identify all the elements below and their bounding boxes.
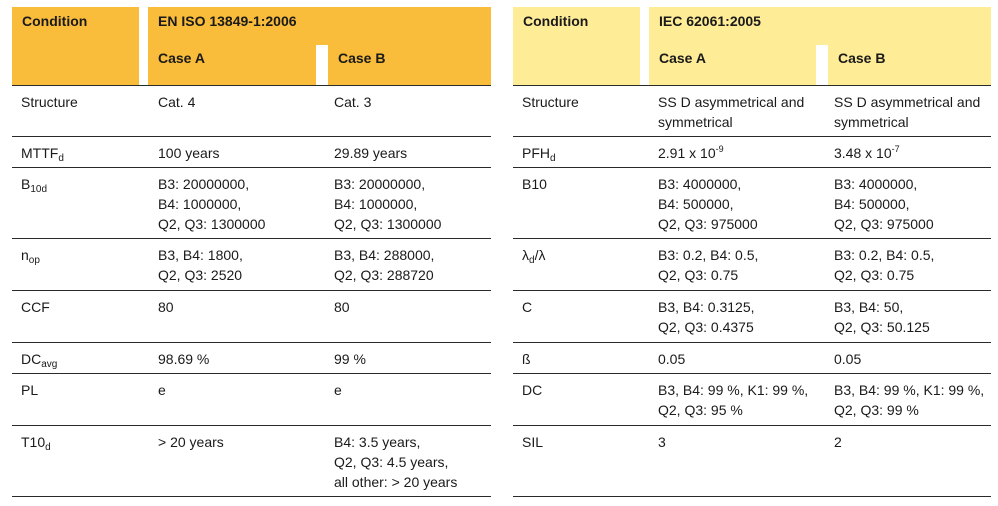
table-row xyxy=(12,343,491,374)
param-cell: $n_{op}$ xyxy=(21,247,40,266)
case-a-cell: B3, B4: 99 %, K1: 99 %, Q2, Q3: 95 % xyxy=(658,382,809,418)
table-row xyxy=(12,291,491,343)
table-row xyxy=(12,426,491,497)
case-a-cell: B3, B4: 1800, Q2, Q3: 2520 xyxy=(158,247,243,283)
header-standard xyxy=(148,7,491,45)
case-b-cell: 80 xyxy=(334,299,350,315)
table-header xyxy=(12,7,491,85)
header-case-a xyxy=(649,45,816,85)
case-b-cell: 0.05 xyxy=(834,351,862,367)
table-row xyxy=(513,291,991,343)
table-row xyxy=(513,168,991,239)
en-iso-13849-table xyxy=(12,7,491,497)
case-a-cell: SS D asymmetrical and symmetrical xyxy=(658,94,805,130)
table-row xyxy=(513,426,991,497)
table-row xyxy=(12,137,491,168)
case-a-cell: 2.91 x $10^{-9}$ xyxy=(658,144,724,161)
case-b-cell: 29.89 years xyxy=(334,145,408,161)
case-a-cell: 80 xyxy=(158,299,174,315)
param-cell: Structure xyxy=(21,94,78,110)
param-cell: $\lambda_d/\lambda$ xyxy=(522,247,546,266)
param-cell: SIL xyxy=(522,434,544,450)
condition-label: Condition xyxy=(523,13,589,29)
table-row xyxy=(513,374,991,426)
table-row xyxy=(513,85,991,137)
param-cell: $PFH_d$ xyxy=(522,145,556,164)
case-b-label: Case B xyxy=(338,50,386,66)
param-cell: $DC_{avg}$ xyxy=(21,351,58,370)
case-a-cell: e xyxy=(158,382,166,398)
header-case-a xyxy=(148,45,316,85)
case-a-cell: > 20 years xyxy=(158,434,224,450)
param-cell: PL xyxy=(21,382,39,398)
table-row xyxy=(12,374,491,426)
case-a-cell: 100 years xyxy=(158,145,220,161)
table-header xyxy=(513,7,991,85)
case-b-cell: B3: 20000000, B4: 1000000, Q2, Q3: 1300000 xyxy=(334,176,442,232)
iec-62061-table xyxy=(513,7,991,497)
param-cell: DC xyxy=(522,382,543,398)
table-row xyxy=(12,85,491,137)
case-a-cell: B3: 0.2, B4: 0.5, Q2, Q3: 0.75 xyxy=(658,247,759,283)
case-a-cell: Cat. 4 xyxy=(158,94,196,110)
case-b-cell: 3.48 x $10^{-7}$ xyxy=(834,144,900,161)
table-row xyxy=(513,137,991,168)
case-a-cell: B3: 20000000, B4: 1000000, Q2, Q3: 1300000 xyxy=(158,176,266,232)
standard-label: EN ISO 13849-1:2006 xyxy=(158,13,297,29)
param-cell: $B_{10d}$ xyxy=(21,176,48,195)
case-a-cell: 98.69 % xyxy=(158,351,210,367)
case-b-cell: B3: 0.2, B4: 0.5, Q2, Q3: 0.75 xyxy=(834,247,935,283)
table-row xyxy=(12,168,491,239)
header-condition xyxy=(12,7,139,85)
table-row xyxy=(513,343,991,374)
param-cell: CCF xyxy=(21,299,50,315)
param-cell: $T10_d$ xyxy=(21,434,51,453)
param-cell: C xyxy=(522,299,533,315)
case-b-cell: B3, B4: 288000, Q2, Q3: 288720 xyxy=(334,247,435,283)
case-b-cell: SS D asymmetrical and symmetrical xyxy=(834,94,981,130)
condition-label: Condition xyxy=(22,13,88,29)
case-b-cell: B3, B4: 50, Q2, Q3: 50.125 xyxy=(834,299,930,335)
header-case-b xyxy=(328,45,491,85)
case-b-cell: e xyxy=(334,382,342,398)
header-standard xyxy=(649,7,991,45)
header-case-b xyxy=(828,45,991,85)
case-b-cell: B3, B4: 99 %, K1: 99 %, Q2, Q3: 99 % xyxy=(834,382,985,418)
param-cell: B10 xyxy=(522,176,547,192)
table-row xyxy=(513,239,991,291)
case-a-cell: B3: 4000000, B4: 500000, Q2, Q3: 975000 xyxy=(658,176,758,232)
case-b-cell: B4: 3.5 years, Q2, Q3: 4.5 years, all other: > 20 years xyxy=(334,434,458,490)
param-cell: $MTTF_d$ xyxy=(21,145,64,164)
header-condition xyxy=(513,7,640,85)
case-b-cell: Cat. 3 xyxy=(334,94,372,110)
param-cell: ß xyxy=(522,351,531,367)
case-a-cell: 3 xyxy=(658,434,666,450)
standard-label: IEC 62061:2005 xyxy=(659,13,761,29)
param-cell: Structure xyxy=(522,94,579,110)
case-a-label: Case A xyxy=(158,50,205,66)
case-b-cell: B3: 4000000, B4: 500000, Q2, Q3: 975000 xyxy=(834,176,934,232)
case-a-label: Case A xyxy=(659,50,706,66)
case-b-label: Case B xyxy=(838,50,886,66)
case-b-cell: 99 % xyxy=(334,351,366,367)
case-b-cell: 2 xyxy=(834,434,842,450)
case-a-cell: B3, B4: 0.3125, Q2, Q3: 0.4375 xyxy=(658,299,755,335)
case-a-cell: 0.05 xyxy=(658,351,686,367)
table-row xyxy=(12,239,491,291)
